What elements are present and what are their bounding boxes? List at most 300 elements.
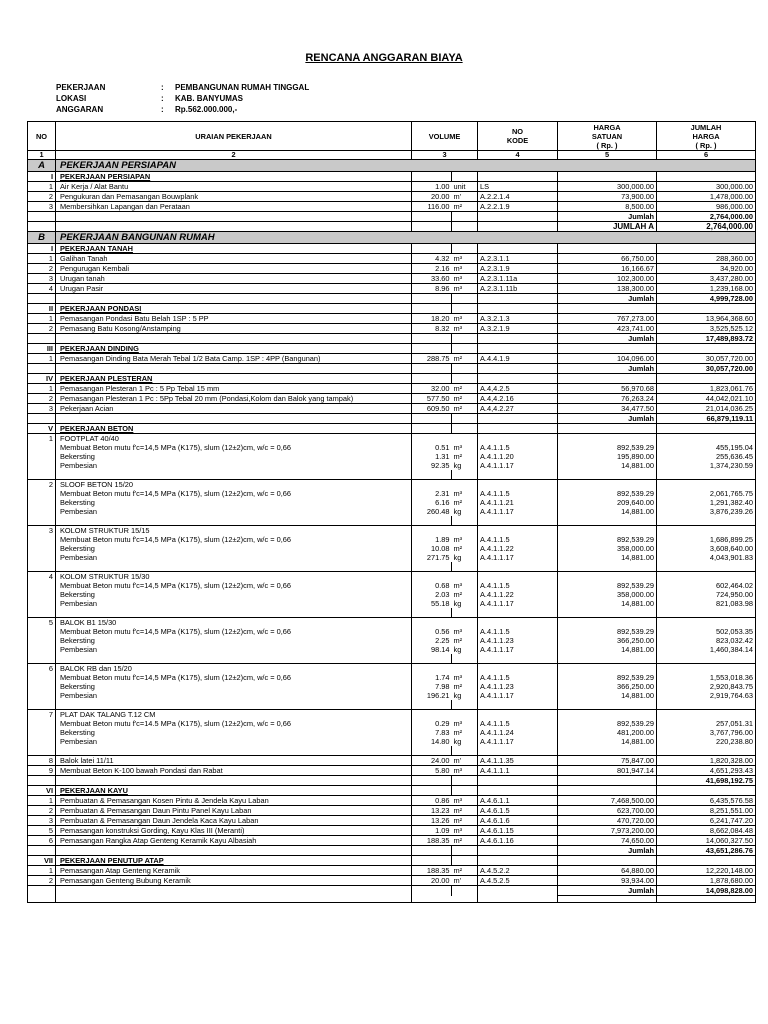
spacer-row [28, 470, 756, 480]
table-body [28, 160, 756, 903]
volume-cell [412, 344, 452, 354]
item-kode: A.2.2.1.9 [478, 202, 558, 212]
item-harga-satuan [558, 572, 657, 582]
empty-cell [558, 700, 657, 710]
item-volume: 288.75 [412, 354, 452, 364]
item-number: 1 [28, 254, 56, 264]
item-unit: m³ [452, 826, 478, 836]
item-jumlah-harga: 1,820,328.00 [657, 756, 756, 766]
subsection-title: PEKERJAAN BETON [56, 424, 412, 434]
item-volume: 32.00 [412, 384, 452, 394]
item-number: 5 [28, 618, 56, 628]
item-description: Urugan tanah [56, 274, 412, 284]
item-harga-satuan: 209,640.00 [558, 498, 657, 507]
item-jumlah-harga: 6,435,576.58 [657, 796, 756, 806]
item-unit: m² [452, 836, 478, 846]
item-jumlah-harga: 602,464.02 [657, 581, 756, 590]
empty-cell [478, 364, 558, 374]
item-number [28, 553, 56, 562]
item-description: BALOK RB dan 15/20 [56, 664, 412, 674]
header-jumlah-harga: JUMLAH HARGA ( Rp. ) [657, 122, 756, 151]
item-volume: 188.35 [412, 836, 452, 846]
item-unit: m² [452, 202, 478, 212]
empty-cell [452, 470, 478, 480]
item-harga-satuan: 8,500.00 [558, 202, 657, 212]
item-kode: A.4.1.1.22 [478, 544, 558, 553]
total-value: 2,764,000.00 [657, 212, 756, 222]
item-unit: m³ [452, 796, 478, 806]
item-unit: m³ [452, 324, 478, 334]
item-jumlah-harga [657, 572, 756, 582]
empty-cell [478, 470, 558, 480]
section-letter: A [28, 160, 56, 172]
item-volume [412, 710, 452, 720]
item-unit: m² [452, 498, 478, 507]
spacer-row [28, 608, 756, 618]
empty-cell [657, 470, 756, 480]
empty-cell [28, 334, 56, 344]
jumlah-cell [657, 344, 756, 354]
item-kode: A.4.1.1.5 [478, 627, 558, 636]
empty-cell [558, 896, 657, 903]
total-value: 2,764,000.00 [657, 222, 756, 232]
item-kode: A.4.1.1.17 [478, 599, 558, 608]
item-unit: m² [452, 394, 478, 404]
item-jumlah-harga: 821,083.98 [657, 599, 756, 608]
item-number: 2 [28, 264, 56, 274]
item-unit [452, 618, 478, 628]
item-volume: 98.14 [412, 645, 452, 654]
item-kode: A.4.6.1.5 [478, 806, 558, 816]
volume-cell [412, 856, 452, 866]
subsection-number: VI [28, 786, 56, 796]
item-number [28, 544, 56, 553]
item-description: Pembuatan & Pemasangan Daun Jendela Kaca Kayu Laban [56, 816, 412, 826]
project-info-label: ANGGARAN [56, 105, 104, 114]
item-description: Galihan Tanah [56, 254, 412, 264]
item-harga-satuan [558, 664, 657, 674]
header-harga-satuan: HARGA SATUAN ( Rp. ) [558, 122, 657, 151]
subsection-title: PEKERJAAN PLESTERAN [56, 374, 412, 384]
unit-cell [452, 304, 478, 314]
item-description: Pembesian [56, 691, 412, 700]
item-row [28, 756, 756, 766]
empty-cell [478, 516, 558, 526]
detail-row [28, 673, 756, 682]
total-label: Jumlah [558, 294, 657, 304]
total-label: Jumlah [558, 334, 657, 344]
item-row [28, 618, 756, 628]
item-kode: A.4.1.1.17 [478, 507, 558, 516]
empty-cell [56, 896, 412, 903]
kode-cell [478, 786, 558, 796]
item-kode [478, 572, 558, 582]
detail-row [28, 553, 756, 562]
item-kode: A.3.2.1.9 [478, 324, 558, 334]
item-harga-satuan: 104,096.00 [558, 354, 657, 364]
item-unit: m² [452, 452, 478, 461]
item-row [28, 404, 756, 414]
harga-cell [558, 344, 657, 354]
item-jumlah-harga: 4,043,901.83 [657, 553, 756, 562]
item-row [28, 876, 756, 886]
project-info-value: PEMBANGUNAN RUMAH TINGGAL [175, 83, 310, 92]
empty-cell [412, 896, 478, 903]
total-value: 4,999,728.00 [657, 294, 756, 304]
item-volume: 10.08 [412, 544, 452, 553]
item-jumlah-harga: 1,239,168.00 [657, 284, 756, 294]
volume-cell [412, 244, 452, 254]
item-number: 5 [28, 826, 56, 836]
item-number [28, 590, 56, 599]
closing-row [28, 896, 756, 903]
item-number: 1 [28, 354, 56, 364]
item-kode: A.4.6.1.1 [478, 796, 558, 806]
item-volume: 2.03 [412, 590, 452, 599]
item-number: 2 [28, 480, 56, 490]
item-description: Membuat Beton mutu f'c=14,5 MPa (K175), slum (12±2)cm, w/c = 0,66 [56, 627, 412, 636]
subtotal-row [28, 846, 756, 856]
item-jumlah-harga: 2,920,843.75 [657, 682, 756, 691]
item-harga-satuan: 892,539.29 [558, 627, 657, 636]
empty-cell [56, 700, 412, 710]
item-unit: m³ [452, 264, 478, 274]
subsection-row [28, 856, 756, 866]
item-kode: A.4.1.1.5 [478, 673, 558, 682]
total-value: 14,098,828.00 [657, 886, 756, 896]
item-row [28, 816, 756, 826]
item-jumlah-harga: 4,651,293.43 [657, 766, 756, 776]
item-harga-satuan: 195,890.00 [558, 452, 657, 461]
item-harga-satuan: 14,881.00 [558, 461, 657, 470]
item-kode: A.4.1.1.22 [478, 590, 558, 599]
item-harga-satuan: 358,000.00 [558, 544, 657, 553]
item-volume [412, 480, 452, 490]
jumlah-cell [657, 424, 756, 434]
item-number: 1 [28, 384, 56, 394]
empty-cell [56, 222, 412, 232]
empty-cell [412, 654, 452, 664]
item-volume: 0.68 [412, 581, 452, 590]
spacer-row [28, 516, 756, 526]
subsection-title: PEKERJAAN DINDING [56, 344, 412, 354]
empty-cell [657, 896, 756, 903]
detail-row [28, 691, 756, 700]
item-volume: 13.26 [412, 816, 452, 826]
item-row [28, 284, 756, 294]
kode-cell [478, 856, 558, 866]
item-unit: m² [452, 384, 478, 394]
empty-cell [478, 654, 558, 664]
volume-cell [412, 786, 452, 796]
item-unit: m³ [452, 627, 478, 636]
empty-cell [412, 470, 452, 480]
item-kode [478, 526, 558, 536]
empty-cell [412, 414, 452, 424]
item-number [28, 627, 56, 636]
subsection-number: V [28, 424, 56, 434]
item-harga-satuan: 102,300.00 [558, 274, 657, 284]
item-harga-satuan: 892,539.29 [558, 673, 657, 682]
detail-row [28, 452, 756, 461]
subtotal-row [28, 212, 756, 222]
volume-cell [412, 172, 452, 182]
empty-cell [412, 746, 452, 756]
item-volume: 7.83 [412, 728, 452, 737]
item-volume: 0.86 [412, 796, 452, 806]
item-harga-satuan: 892,539.29 [558, 535, 657, 544]
item-description: Membuat Beton mutu f'c=14,5 MPa (K175), slum (12±2)cm, w/c = 0,66 [56, 581, 412, 590]
item-number [28, 737, 56, 746]
item-jumlah-harga: 1,478,000.00 [657, 192, 756, 202]
empty-cell [452, 222, 478, 232]
empty-cell [56, 516, 412, 526]
empty-cell [56, 470, 412, 480]
project-info [56, 82, 309, 115]
item-volume: 8.96 [412, 284, 452, 294]
empty-cell [56, 294, 412, 304]
item-harga-satuan: 138,300.00 [558, 284, 657, 294]
item-description: Membuat Beton mutu f'c=14,5 MPa (K175), slum (12±2)cm, w/c = 0,66 [56, 489, 412, 498]
item-row [28, 354, 756, 364]
item-jumlah-harga: 2,919,764.63 [657, 691, 756, 700]
item-kode: A.4.1.1.17 [478, 691, 558, 700]
item-row [28, 572, 756, 582]
empty-cell [478, 846, 558, 856]
item-jumlah-harga [657, 526, 756, 536]
empty-cell [412, 222, 452, 232]
empty-cell [452, 654, 478, 664]
item-kode: A.4.1.1.17 [478, 645, 558, 654]
item-jumlah-harga: 724,950.00 [657, 590, 756, 599]
empty-cell [452, 562, 478, 572]
spacer-row [28, 746, 756, 756]
empty-cell [412, 562, 452, 572]
subsection-number: VII [28, 856, 56, 866]
project-info-separator: : [161, 105, 164, 114]
item-number: 6 [28, 836, 56, 846]
item-volume [412, 526, 452, 536]
column-number: 2 [56, 151, 412, 160]
spacer-row [28, 562, 756, 572]
item-kode: A.4.1.1.21 [478, 498, 558, 507]
project-info-row [56, 82, 309, 93]
subsection-number: I [28, 244, 56, 254]
item-kode: A.4.6.1.15 [478, 826, 558, 836]
item-unit: kg [452, 691, 478, 700]
section-title: PEKERJAAN PERSIAPAN [56, 160, 756, 172]
item-description: Pembesian [56, 645, 412, 654]
harga-cell [558, 172, 657, 182]
project-info-separator: : [161, 94, 164, 103]
item-volume: 8.32 [412, 324, 452, 334]
item-number: 6 [28, 664, 56, 674]
item-jumlah-harga: 255,636.45 [657, 452, 756, 461]
item-kode [478, 710, 558, 720]
item-volume: 188.35 [412, 866, 452, 876]
item-jumlah-harga: 1,460,384.14 [657, 645, 756, 654]
item-jumlah-harga: 3,767,796.00 [657, 728, 756, 737]
item-description: Bekersting [56, 636, 412, 645]
item-description: BALOK B1 15/30 [56, 618, 412, 628]
item-volume: 92.35 [412, 461, 452, 470]
item-harga-satuan: 14,881.00 [558, 645, 657, 654]
item-row [28, 274, 756, 284]
item-kode: A.4.1.1.24 [478, 728, 558, 737]
item-number: 4 [28, 572, 56, 582]
item-description: KOLOM STRUKTUR 15/15 [56, 526, 412, 536]
item-number [28, 691, 56, 700]
item-description: Bekersting [56, 452, 412, 461]
item-number: 1 [28, 314, 56, 324]
subsection-title: PEKERJAAN PONDASI [56, 304, 412, 314]
item-kode [478, 664, 558, 674]
empty-cell [452, 886, 478, 896]
item-description: Pemasangan Rangka Atap Genteng Keramik Kayu Albasiah [56, 836, 412, 846]
kode-cell [478, 304, 558, 314]
item-kode: A.2.3.1.9 [478, 264, 558, 274]
empty-cell [28, 608, 56, 618]
detail-row [28, 590, 756, 599]
item-number [28, 636, 56, 645]
item-jumlah-harga [657, 434, 756, 444]
item-volume: 609.50 [412, 404, 452, 414]
item-harga-satuan: 358,000.00 [558, 590, 657, 599]
item-kode: A.4,4.2.27 [478, 404, 558, 414]
item-jumlah-harga: 823,032.42 [657, 636, 756, 645]
page-title: RENCANA ANGGARAN BIAYA [305, 52, 463, 64]
item-unit: m³ [452, 274, 478, 284]
item-unit: kg [452, 737, 478, 746]
item-row [28, 394, 756, 404]
item-unit: m² [452, 636, 478, 645]
item-unit [452, 480, 478, 490]
item-volume: 2.31 [412, 489, 452, 498]
item-description: Urugan Pasir [56, 284, 412, 294]
item-harga-satuan: 34,477.50 [558, 404, 657, 414]
item-harga-satuan: 801,947.14 [558, 766, 657, 776]
item-jumlah-harga [657, 710, 756, 720]
item-unit: m² [452, 806, 478, 816]
item-description: Pemasangan Plesteran 1 Pc : 5 Pp Tebal 15 mm [56, 384, 412, 394]
item-row [28, 796, 756, 806]
harga-cell [558, 304, 657, 314]
item-unit: m² [452, 590, 478, 599]
jumlah-cell [657, 374, 756, 384]
item-description: Pengurugan Kembali [56, 264, 412, 274]
item-unit: kg [452, 599, 478, 608]
item-kode: A.4.1.1.1 [478, 766, 558, 776]
item-volume: 4.32 [412, 254, 452, 264]
detail-row [28, 737, 756, 746]
item-harga-satuan: 14,881.00 [558, 599, 657, 608]
total-label: Jumlah [558, 846, 657, 856]
empty-cell [412, 334, 452, 344]
item-unit: kg [452, 553, 478, 562]
empty-cell [452, 414, 478, 424]
empty-cell [452, 334, 478, 344]
empty-cell [452, 776, 478, 786]
item-volume: 18.20 [412, 314, 452, 324]
empty-cell [478, 562, 558, 572]
item-volume [412, 572, 452, 582]
column-number: 1 [28, 151, 56, 160]
section-letter: B [28, 232, 56, 244]
item-kode: A.4.1.1.35 [478, 756, 558, 766]
volume-cell [412, 304, 452, 314]
subsection-row [28, 424, 756, 434]
project-info-row [56, 93, 309, 104]
item-volume: 20.00 [412, 192, 452, 202]
item-kode: A.2.2.1.4 [478, 192, 558, 202]
item-harga-satuan: 892,539.29 [558, 489, 657, 498]
empty-cell [28, 700, 56, 710]
unit-cell [452, 374, 478, 384]
item-unit: m' [452, 192, 478, 202]
item-row [28, 710, 756, 720]
total-label: Jumlah [558, 364, 657, 374]
item-row [28, 836, 756, 846]
empty-cell [452, 746, 478, 756]
item-jumlah-harga: 6,241,747.20 [657, 816, 756, 826]
item-unit: kg [452, 461, 478, 470]
item-volume: 24.00 [412, 756, 452, 766]
item-harga-satuan: 300,000.00 [558, 182, 657, 192]
item-volume: 260.48 [412, 507, 452, 516]
item-jumlah-harga: 220,238.80 [657, 737, 756, 746]
item-description: Membuat Beton mutu f'c=14.5 MPa (K175), slum (12±2)cm, w/c = 0,66 [56, 719, 412, 728]
project-info-value: Rp.562.000.000,- [175, 105, 238, 114]
item-harga-satuan: 73,900.00 [558, 192, 657, 202]
empty-cell [412, 364, 452, 374]
item-description: Membuat Beton mutu f'c=14,5 MPa (K175), slum (12±2)cm, w/c = 0,66 [56, 443, 412, 452]
empty-cell [478, 414, 558, 424]
item-kode: A.4.1.1.20 [478, 452, 558, 461]
item-kode: A.4.1.1.5 [478, 535, 558, 544]
item-unit: m' [452, 876, 478, 886]
item-volume: 1.74 [412, 673, 452, 682]
item-unit: m² [452, 354, 478, 364]
item-description: Bekersting [56, 544, 412, 553]
empty-cell [558, 470, 657, 480]
item-unit: m² [452, 728, 478, 737]
item-volume: 7.98 [412, 682, 452, 691]
jumlah-cell [657, 856, 756, 866]
column-number: 4 [478, 151, 558, 160]
item-description: Balok latei 11/11 [56, 756, 412, 766]
item-jumlah-harga: 288,360.00 [657, 254, 756, 264]
item-description: Bekersting [56, 590, 412, 599]
item-volume: 1.31 [412, 452, 452, 461]
item-row [28, 192, 756, 202]
empty-cell [412, 608, 452, 618]
item-jumlah-harga: 3,876,239.26 [657, 507, 756, 516]
item-jumlah-harga: 3,525,525.12 [657, 324, 756, 334]
item-unit: unit [452, 182, 478, 192]
grand-total-row [28, 222, 756, 232]
detail-row [28, 599, 756, 608]
item-kode: A.2.3.1.1 [478, 254, 558, 264]
item-jumlah-harga: 455,195.04 [657, 443, 756, 452]
item-jumlah-harga: 1,553,018.36 [657, 673, 756, 682]
subtotal-row [28, 294, 756, 304]
empty-cell [28, 294, 56, 304]
jumlah-cell [657, 304, 756, 314]
harga-cell [558, 244, 657, 254]
item-kode [478, 480, 558, 490]
detail-row [28, 645, 756, 654]
detail-row [28, 507, 756, 516]
